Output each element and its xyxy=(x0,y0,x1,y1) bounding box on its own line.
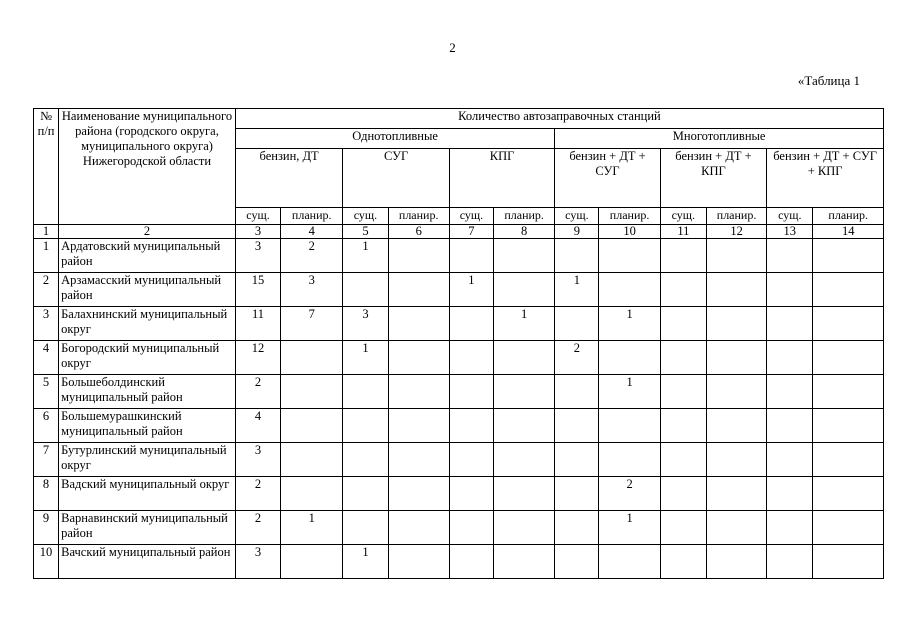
station-count-cell xyxy=(388,545,449,579)
station-count-cell xyxy=(706,341,766,375)
station-count-cell xyxy=(494,341,555,375)
station-count-cell xyxy=(599,443,660,477)
column-index-cell: 8 xyxy=(494,225,555,239)
district-name: Вадский муниципальный округ xyxy=(59,477,236,511)
header-number: № п/п xyxy=(34,109,59,225)
station-count-cell xyxy=(449,443,493,477)
station-count-cell xyxy=(388,477,449,511)
station-count-cell xyxy=(813,375,884,409)
station-count-cell xyxy=(343,409,388,443)
station-count-cell xyxy=(599,341,660,375)
station-count-cell xyxy=(767,443,813,477)
station-count-cell: 3 xyxy=(235,443,280,477)
station-count-cell: 2 xyxy=(281,239,343,273)
group-petrol-diesel-lpg-cng: бензин + ДТ + СУГ + КПГ xyxy=(767,149,884,208)
header-count-title: Количество автозаправочных станций xyxy=(235,109,883,129)
station-count-cell xyxy=(555,307,599,341)
station-count-cell xyxy=(343,511,388,545)
station-count-cell xyxy=(706,239,766,273)
station-count-cell: 3 xyxy=(235,545,280,579)
station-count-cell xyxy=(449,375,493,409)
station-count-cell: 1 xyxy=(343,239,388,273)
station-count-cell xyxy=(343,375,388,409)
page-number: 2 xyxy=(449,40,456,55)
group-petrol-diesel-cng: бензин + ДТ + КПГ xyxy=(660,149,766,208)
station-count-cell: 1 xyxy=(494,307,555,341)
gas-stations-table xyxy=(33,108,884,579)
station-count-cell: 2 xyxy=(235,477,280,511)
column-index-cell: 13 xyxy=(767,225,813,239)
station-count-cell xyxy=(813,443,884,477)
station-count-cell xyxy=(660,409,706,443)
station-count-cell: 1 xyxy=(343,341,388,375)
station-count-cell xyxy=(599,545,660,579)
station-count-cell xyxy=(767,545,813,579)
sub-existing: сущ. xyxy=(660,208,706,225)
column-index-cell: 10 xyxy=(599,225,660,239)
station-count-cell xyxy=(281,409,343,443)
table-row xyxy=(34,511,884,545)
district-name: Вачский муниципальный район xyxy=(59,545,236,579)
station-count-cell xyxy=(281,375,343,409)
group-petrol-diesel-lpg: бензин + ДТ + СУГ xyxy=(555,149,660,208)
station-count-cell xyxy=(767,307,813,341)
station-count-cell: 1 xyxy=(449,273,493,307)
header-name: Наименование муниципального района (городского округа, муниципального округа) Нижегородской области xyxy=(59,109,236,225)
table-caption: «Таблица 1 xyxy=(797,73,860,88)
station-count-cell xyxy=(555,375,599,409)
sub-existing: сущ. xyxy=(555,208,599,225)
row-number: 5 xyxy=(34,375,59,409)
district-name: Арзамасский муниципальный район xyxy=(59,273,236,307)
station-count-cell xyxy=(555,511,599,545)
row-number: 2 xyxy=(34,273,59,307)
station-count-cell: 1 xyxy=(599,307,660,341)
station-count-cell: 1 xyxy=(343,545,388,579)
district-name: Богородский муниципальный округ xyxy=(59,341,236,375)
station-count-cell xyxy=(449,239,493,273)
group-lpg: СУГ xyxy=(343,149,449,208)
station-count-cell xyxy=(706,511,766,545)
station-count-cell xyxy=(813,545,884,579)
station-count-cell xyxy=(388,341,449,375)
column-index-cell: 4 xyxy=(281,225,343,239)
station-count-cell xyxy=(494,477,555,511)
sub-existing: сущ. xyxy=(449,208,493,225)
station-count-cell xyxy=(767,511,813,545)
station-count-cell xyxy=(343,273,388,307)
station-count-cell xyxy=(767,477,813,511)
station-count-cell xyxy=(767,273,813,307)
station-count-cell xyxy=(660,341,706,375)
district-name: Балахнинский муниципальный округ xyxy=(59,307,236,341)
station-count-cell xyxy=(706,545,766,579)
sub-planned: планир. xyxy=(281,208,343,225)
station-count-cell xyxy=(343,477,388,511)
station-count-cell xyxy=(449,409,493,443)
station-count-cell xyxy=(388,307,449,341)
station-count-cell xyxy=(813,273,884,307)
station-count-cell xyxy=(660,307,706,341)
station-count-cell xyxy=(449,545,493,579)
station-count-cell xyxy=(388,273,449,307)
sub-planned: планир. xyxy=(599,208,660,225)
station-count-cell xyxy=(494,443,555,477)
district-name: Ардатовский муниципальный район xyxy=(59,239,236,273)
row-number: 7 xyxy=(34,443,59,477)
station-count-cell xyxy=(555,443,599,477)
station-count-cell xyxy=(494,545,555,579)
header-multi-fuel: Многотопливные xyxy=(555,129,884,149)
station-count-cell xyxy=(660,477,706,511)
station-count-cell xyxy=(281,477,343,511)
table-row xyxy=(34,375,884,409)
table-row xyxy=(34,239,884,273)
station-count-cell: 4 xyxy=(235,409,280,443)
column-index-cell: 9 xyxy=(555,225,599,239)
station-count-cell xyxy=(813,409,884,443)
row-number: 4 xyxy=(34,341,59,375)
row-number: 1 xyxy=(34,239,59,273)
station-count-cell xyxy=(706,307,766,341)
station-count-cell xyxy=(599,239,660,273)
station-count-cell xyxy=(281,341,343,375)
station-count-cell xyxy=(494,375,555,409)
station-count-cell xyxy=(281,443,343,477)
table-row xyxy=(34,409,884,443)
sub-existing: сущ. xyxy=(235,208,280,225)
station-count-cell: 2 xyxy=(555,341,599,375)
station-count-cell xyxy=(813,477,884,511)
station-count-cell xyxy=(555,409,599,443)
station-count-cell: 11 xyxy=(235,307,280,341)
station-count-cell: 1 xyxy=(599,375,660,409)
station-count-cell xyxy=(813,307,884,341)
sub-planned: планир. xyxy=(388,208,449,225)
station-count-cell xyxy=(343,443,388,477)
station-count-cell xyxy=(555,545,599,579)
station-count-cell xyxy=(706,443,766,477)
table-row xyxy=(34,443,884,477)
district-name: Бутурлинский муниципальный округ xyxy=(59,443,236,477)
station-count-cell: 1 xyxy=(281,511,343,545)
station-count-cell xyxy=(813,511,884,545)
station-count-cell xyxy=(767,239,813,273)
station-count-cell xyxy=(813,239,884,273)
station-count-cell: 2 xyxy=(235,375,280,409)
station-count-cell xyxy=(660,511,706,545)
column-index-cell: 1 xyxy=(34,225,59,239)
station-count-cell xyxy=(388,511,449,545)
station-count-cell xyxy=(660,545,706,579)
station-count-cell xyxy=(388,239,449,273)
row-number: 8 xyxy=(34,477,59,511)
column-index-cell: 2 xyxy=(59,225,236,239)
station-count-cell xyxy=(660,375,706,409)
column-index-cell: 14 xyxy=(813,225,884,239)
station-count-cell xyxy=(449,511,493,545)
station-count-cell xyxy=(706,477,766,511)
station-count-cell xyxy=(494,409,555,443)
sub-planned: планир. xyxy=(813,208,884,225)
station-count-cell: 1 xyxy=(555,273,599,307)
station-count-cell xyxy=(281,545,343,579)
row-number: 6 xyxy=(34,409,59,443)
station-count-cell xyxy=(706,375,766,409)
station-count-cell: 1 xyxy=(599,511,660,545)
table-row xyxy=(34,477,884,511)
station-count-cell xyxy=(449,307,493,341)
station-count-cell xyxy=(494,511,555,545)
group-cng: КПГ xyxy=(449,149,554,208)
sub-existing: сущ. xyxy=(767,208,813,225)
district-name: Большеболдинский муниципальный район xyxy=(59,375,236,409)
station-count-cell xyxy=(767,341,813,375)
station-count-cell xyxy=(388,409,449,443)
station-count-cell xyxy=(660,273,706,307)
station-count-cell xyxy=(660,239,706,273)
station-count-cell: 3 xyxy=(235,239,280,273)
station-count-cell xyxy=(767,409,813,443)
column-index-cell: 11 xyxy=(660,225,706,239)
station-count-cell xyxy=(494,273,555,307)
district-name: Варнавинский муниципальный район xyxy=(59,511,236,545)
table-row xyxy=(34,273,884,307)
station-count-cell xyxy=(494,239,555,273)
column-index-cell: 5 xyxy=(343,225,388,239)
station-count-cell: 15 xyxy=(235,273,280,307)
row-number: 9 xyxy=(34,511,59,545)
column-index-cell: 7 xyxy=(449,225,493,239)
station-count-cell xyxy=(599,273,660,307)
station-count-cell: 2 xyxy=(235,511,280,545)
district-name: Большемурашкинский муниципальный район xyxy=(59,409,236,443)
station-count-cell xyxy=(599,409,660,443)
station-count-cell xyxy=(706,409,766,443)
column-index-cell: 3 xyxy=(235,225,280,239)
station-count-cell xyxy=(388,443,449,477)
station-count-cell xyxy=(813,341,884,375)
station-count-cell xyxy=(449,341,493,375)
sub-planned: планир. xyxy=(494,208,555,225)
header-single-fuel: Однотопливные xyxy=(235,129,554,149)
station-count-cell xyxy=(388,375,449,409)
station-count-cell: 3 xyxy=(281,273,343,307)
station-count-cell xyxy=(767,375,813,409)
table-row xyxy=(34,545,884,579)
station-count-cell: 12 xyxy=(235,341,280,375)
station-count-cell xyxy=(660,443,706,477)
sub-planned: планир. xyxy=(706,208,766,225)
station-count-cell xyxy=(706,273,766,307)
group-petrol-diesel: бензин, ДТ xyxy=(235,149,342,208)
station-count-cell: 3 xyxy=(343,307,388,341)
station-count-cell: 2 xyxy=(599,477,660,511)
station-count-cell xyxy=(449,477,493,511)
column-index-cell: 12 xyxy=(706,225,766,239)
station-count-cell xyxy=(555,239,599,273)
station-count-cell: 7 xyxy=(281,307,343,341)
table-row xyxy=(34,341,884,375)
station-count-cell xyxy=(555,477,599,511)
table-row xyxy=(34,307,884,341)
column-index-row xyxy=(34,225,884,239)
row-number: 3 xyxy=(34,307,59,341)
sub-existing: сущ. xyxy=(343,208,388,225)
row-number: 10 xyxy=(34,545,59,579)
column-index-cell: 6 xyxy=(388,225,449,239)
